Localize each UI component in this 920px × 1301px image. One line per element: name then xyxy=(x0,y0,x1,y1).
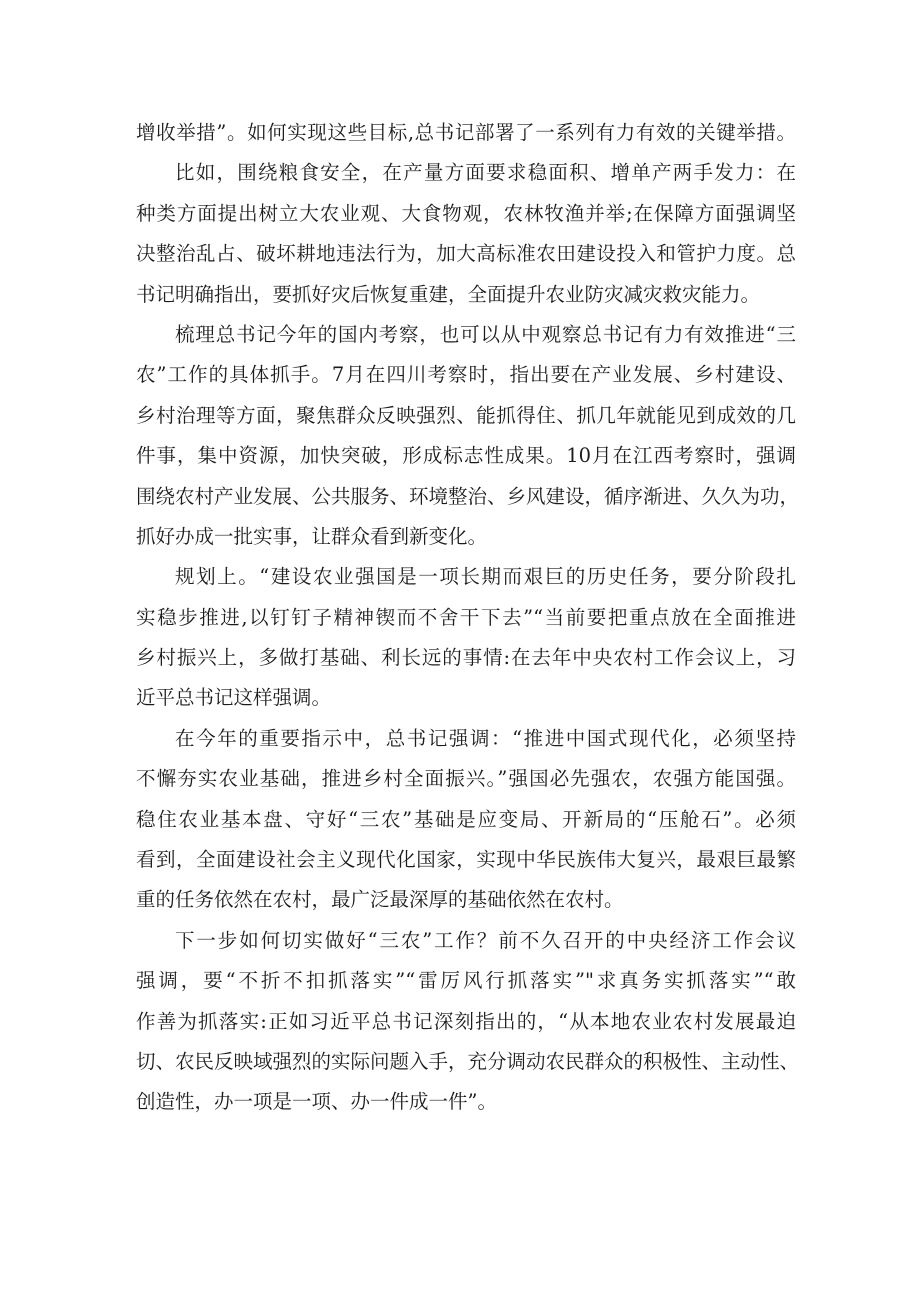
paragraph-line: 规划上。“建设农业强国是一项长期而艰巨的历史任务，要分阶段扎 xyxy=(175,565,796,589)
paragraph-line: 决整治乱占、破坏耕地违法行为，加大高标准农田建设投入和管护力度。总 xyxy=(136,242,796,266)
paragraph-line: 抓好办成一批实事，让群众看到新变化。 xyxy=(136,524,488,548)
paragraph-line: 在今年的重要指示中，总书记强调：“推进中国式现代化，必须坚持 xyxy=(175,726,796,750)
paragraph-line: 乡村振兴上，多做打基础、利长远的事情:在去年中央农村工作会议上，习 xyxy=(136,646,796,670)
paragraph-line: 增收举措”。如何实现这些目标,总书记部署了一系列有力有效的关键举措。 xyxy=(136,121,796,144)
paragraph-line: 强调，要“不折不扣抓落实”“雷厉风行抓落实”"求真务实抓落实”“敢 xyxy=(136,969,796,993)
paragraph-line: 书记明确指出，要抓好灾后恢复重建，全面提升农业防灾减灾救灾能力。 xyxy=(136,282,761,306)
paragraph-1 xyxy=(136,113,796,153)
paragraph-line: 近平总书记这样强调。 xyxy=(136,686,332,710)
paragraph-line: 件事，集中资源，加快突破，形成标志性成果。10月在江西考察时，强调 xyxy=(136,444,796,468)
paragraph-line: 实稳步推进,以钉钉子精神锲而不舍干下去”“当前要把重点放在全面推进 xyxy=(136,605,796,629)
paragraph-line: 种类方面提出树立大农业观、大食物观，农林牧渔并举;在保障方面强调坚 xyxy=(136,201,796,225)
paragraph-line: 下一步如何切实做好“三农”工作？前不久召开的中央经济工作会议 xyxy=(175,928,796,952)
paragraph-line: 重的任务依然在农村，最广泛最深厚的基础依然在农村。 xyxy=(136,888,624,912)
paragraph-line: 围绕农村产业发展、公共服务、环境整治、乡风建设，循序渐进、久久为功， xyxy=(136,484,800,508)
paragraph-line: 乡村治理等方面，聚焦群众反映强烈、能抓得住、抓几年就能见到成效的几 xyxy=(136,403,796,427)
paragraph-line: 农”工作的具体抓手。7月在四川考察时，指出要在产业发展、乡村建设、 xyxy=(136,363,796,387)
body-text xyxy=(136,113,800,1123)
paragraph-5 xyxy=(136,719,796,921)
paragraph-line: 创造性，办一项是一项、办一件成一件”。 xyxy=(136,1090,497,1114)
paragraph-line: 不懈夯实农业基础，推进乡村全面振兴。”强国必先强农，农强方能国强。 xyxy=(136,767,796,791)
paragraph-line: 作善为抓落实:正如习近平总书记深刻指出的，“从本地农业农村发展最迫 xyxy=(136,1009,796,1033)
paragraph-line: 切、农民反映域强烈的实际问题入手，充分调动农民群众的积极性、主动性、 xyxy=(136,1049,800,1073)
paragraph-3 xyxy=(136,315,800,557)
paragraph-2 xyxy=(136,153,796,315)
paragraph-line: 稳住农业基本盘、守好“三农”基础是应变局、开新局的“压舱石”。必须 xyxy=(136,807,796,831)
paragraph-line: 梳理总书记今年的国内考察，也可以从中观察总书记有力有效推进“三 xyxy=(175,322,796,346)
paragraph-line: 看到，全面建设社会主义现代化国家，实现中华民族伟大复兴，最艰巨最繁 xyxy=(136,848,796,872)
paragraph-6 xyxy=(136,921,800,1123)
paragraph-line: 比如，围绕粮食安全，在产量方面要求稳面积、增单产两手发力：在 xyxy=(175,161,796,185)
paragraph-4 xyxy=(136,557,796,719)
